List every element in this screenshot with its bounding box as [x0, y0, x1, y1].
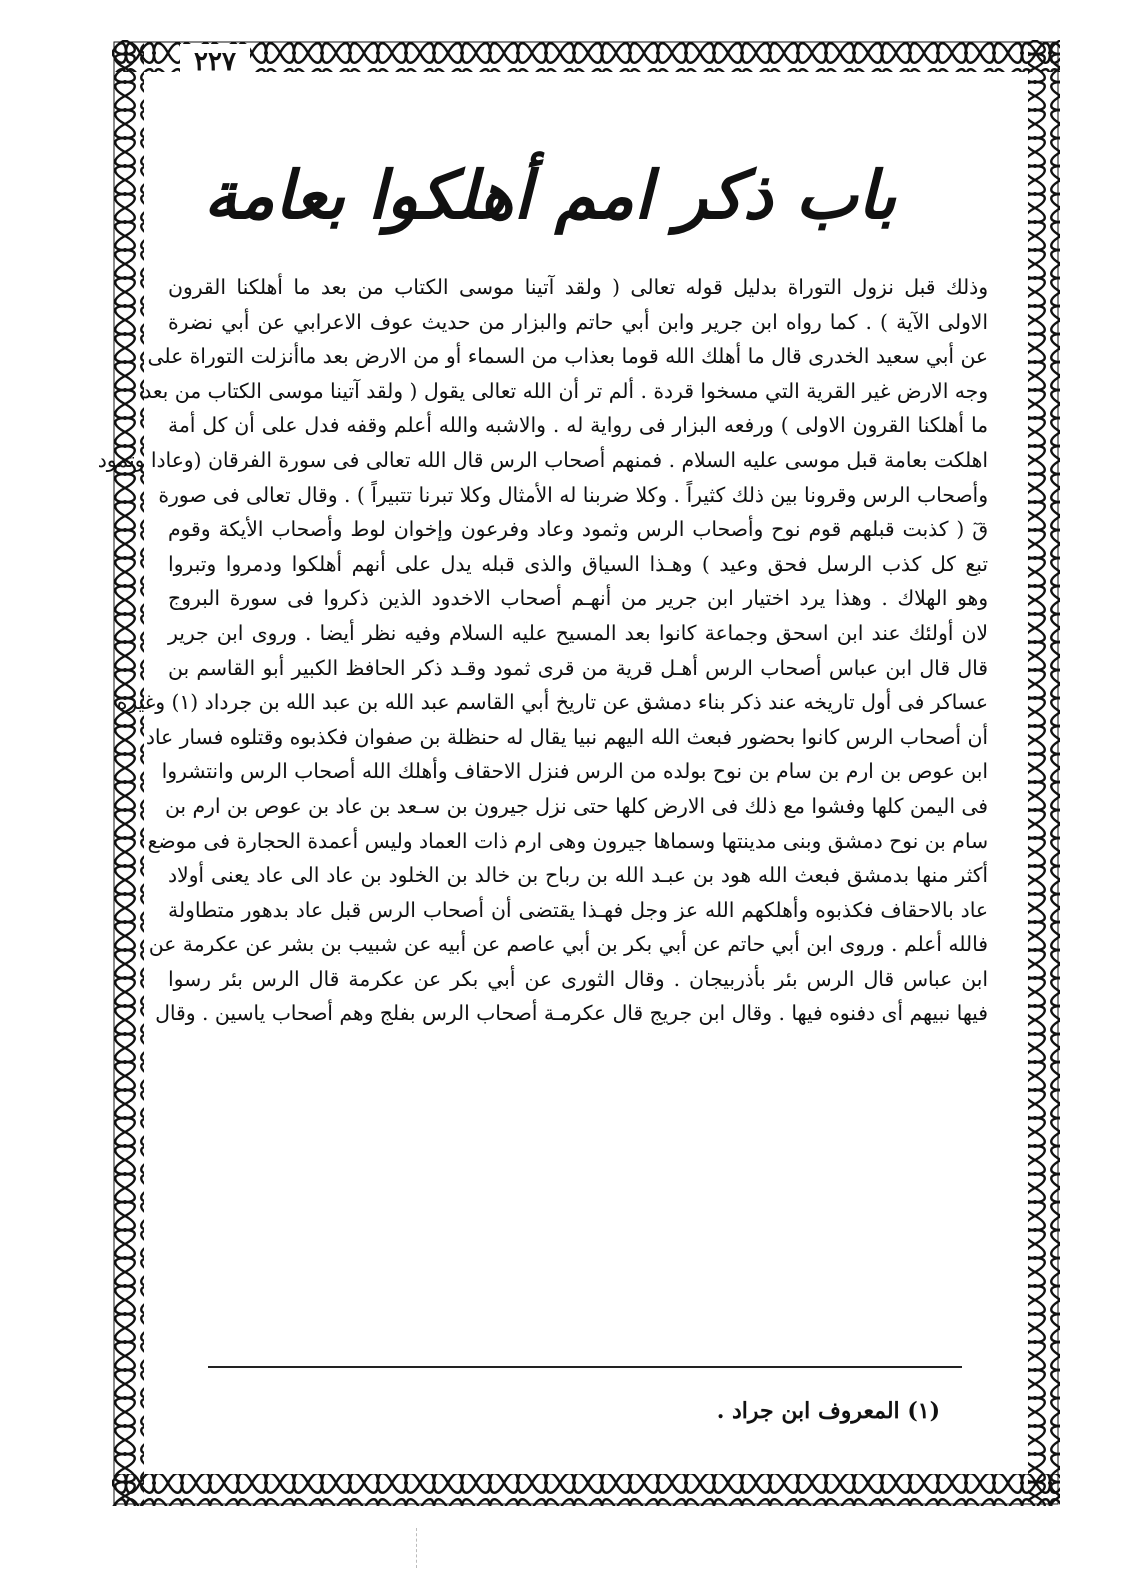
footnote: (١) المعروف ابن جراد .: [716, 1398, 940, 1424]
text-line: أكثر منها بدمشق فبعث الله هود بن عبـد الله بن رباح بن خالد بن الخلود بن عاد الى عاد يعنى أولاد: [168, 863, 988, 888]
text-line: فى اليمن كلها وفشوا مع ذلك فى الارض كلها حتى نزل جيرون بن سـعد بن عاد بن عوص بن ارم بن: [164, 793, 988, 818]
text-line: ما أهلكنا القرون الاولى ) ورفعه البزار فى رواية له . والاشبه والله أعلم وقفه فدل على أن كل أمة: [168, 413, 988, 438]
text-line: سام بن نوح دمشق وبنى مدينتها وسماها جيرون وهى ارم ذات العماد وليس أعمدة الحجارة فى موضع: [147, 828, 988, 853]
text-line: وذلك قبل نزول التوراة بدليل قوله تعالى ( ولقد آتينا موسى الكتاب من بعد ما أهلكنا القرون: [168, 275, 988, 299]
body-text: [97, 270, 988, 1031]
text-line: ابن عباس قال الرس بئر بأذربيجان . وقال الثورى عن أبي بكر عن عكرمة قال الرس بئر رسوا: [168, 966, 988, 991]
text-line: تبع كل كذب الرسل فحق وعيد ) وهـذا السياق والذى قبله يدل على أنهم أهلكوا ودمروا وتبروا: [168, 551, 988, 576]
text-line: فالله أعلم . وروى ابن أبي حاتم عن أبي بكر بن أبي عاصم عن أبيه عن شبيب بن بشر عن عكرمة عن: [148, 932, 988, 957]
footnote-divider: [208, 1366, 962, 1368]
text-line: وأصحاب الرس وقرونا بين ذلك كثيراً . وكلا ضربنا له الأمثال وكلا تبرنا تتبيراً ) . وقال تعالى فى صورة: [158, 482, 988, 507]
text-line: الاولى الآية ) . كما رواه ابن جرير وابن أبي حاتم والبزار من حديث عوف الاعرابي عن أبي نضرة: [168, 309, 988, 334]
text-line: عن أبي سعيد الخدرى قال ما أهلك الله قوما بعذاب من السماء أو من الارض بعد ماأنزلت التوراة على: [147, 344, 988, 369]
text-line: اهلكت بعامة قبل موسى عليه السلام . فمنهم أصحاب الرس قال الله تعالى فى سورة الفرقان (وعادا وثمود: [97, 447, 988, 472]
text-line: لان أولئك عند ابن اسحق وجماعة كانوا بعد المسيح عليه السلام وفيه نظر أيضا . وروى ابن جرير: [168, 620, 988, 645]
chapter-title: باب ذكر امم أهلكوا بعامة: [203, 156, 897, 234]
scan-mark: [416, 1528, 421, 1568]
text-line: أن أصحاب الرس كانوا بحضور فبعث الله اليهم نبيا يقال له حنظلة بن صفوان فكذبوه وقتلوه فسار عاد: [145, 724, 988, 749]
text-line: عاد بالاحقاف فكذبوه وأهلكهم الله عز وجل فهـذا يقتضى أن أصحاب الرس قبل عاد بدهور متطاولة: [168, 897, 988, 922]
text-line: فيها نبيهم أى دفنوه فيها . وقال ابن جريج قال عكرمـة أصحاب الرس بفلج وهم أصحاب ياسين . وقال: [155, 1001, 988, 1026]
text-line: قال قال ابن عباس أصحاب الرس أهـل قرية من قرى ثمود وقـد ذكر الحافظ الكبير أبو القاسم بن: [168, 655, 988, 680]
text-line: وهو الهلاك . وهذا يرد اختيار ابن جرير من أنهـم أصحاب الاخدود الذين ذكروا فى سورة البروج: [168, 586, 988, 611]
page-number: ٢٢٧: [180, 44, 250, 80]
text-line: عساكر فى أول تاريخه عند ذكر بناء دمشق عن تاريخ أبي القاسم عبد الله بن عبد الله بن جرداد (١) وغيره: [116, 690, 988, 715]
text-line: ابن عوص بن ارم بن سام بن نوح بولده من الرس فنزل الاحقاف وأهلك الله أصحاب الرس وانتشروا: [161, 759, 988, 784]
text-line: وجه الارض غير القرية التي مسخوا قردة . ألم تر أن الله تعالى يقول ( ولقد آتينا موسى الكتاب من بعد: [142, 378, 988, 403]
text-line: قٓ ( كذبت قبلهم قوم نوح وأصحاب الرس وثمود وعاد وفرعون وإخوان لوط وأصحاب الأيكة وقوم: [168, 517, 988, 542]
